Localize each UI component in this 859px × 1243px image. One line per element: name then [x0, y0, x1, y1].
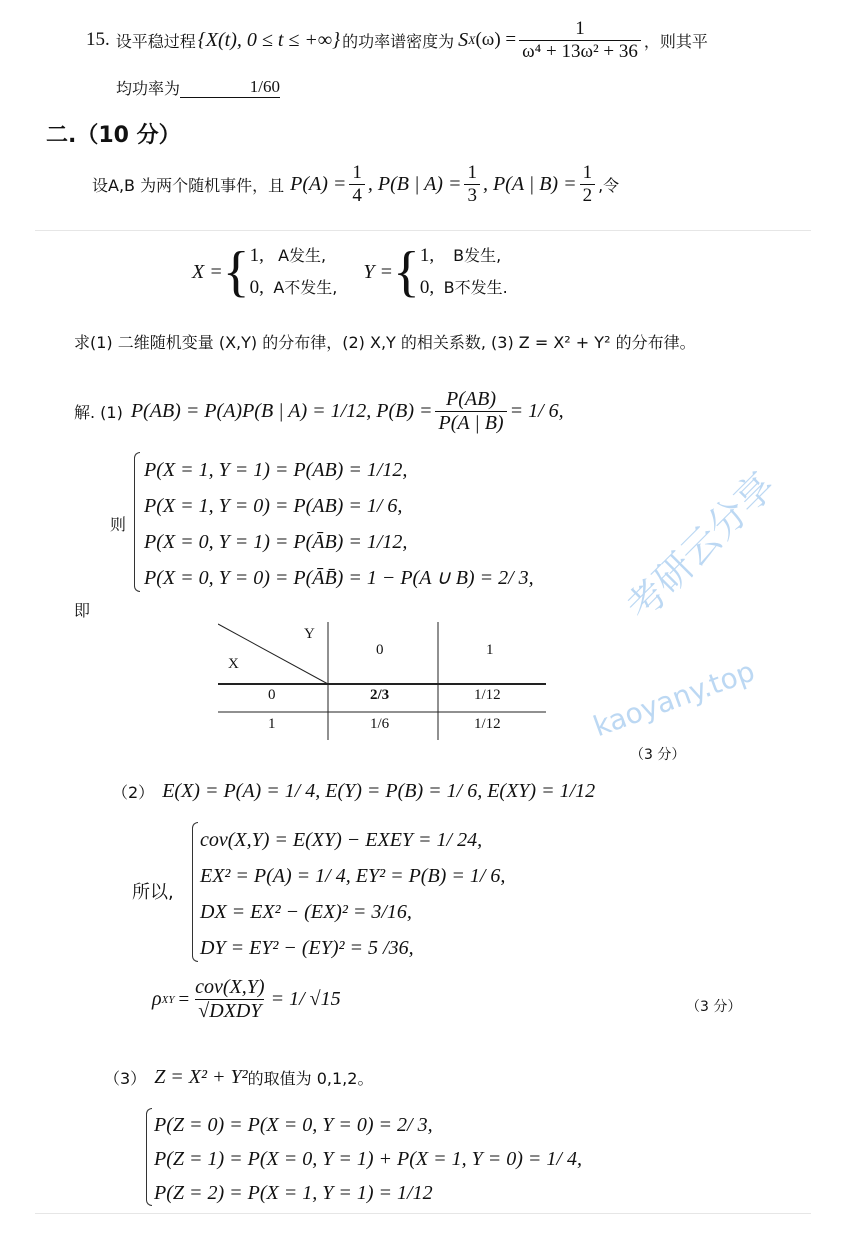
case-text: A发生, — [278, 246, 327, 265]
math: (ω) = — [475, 29, 517, 51]
case-row: P(X = 0, Y = 1) = P(ĀB) = 1/12, — [144, 531, 408, 553]
text: 设平稳过程 — [115, 31, 196, 51]
fraction — [580, 162, 596, 207]
math: = — [178, 988, 190, 1010]
brace: { — [222, 241, 250, 303]
numerator: 1 — [467, 162, 477, 183]
numerator: P(AB) — [446, 388, 497, 410]
numerator: cov(X,Y) — [195, 976, 265, 998]
cell: 1/12 — [474, 716, 501, 732]
fraction — [349, 162, 365, 207]
cell: 1/12 — [474, 687, 501, 703]
text: 的功率谱密度为 — [342, 31, 455, 51]
question-number: 15. — [86, 29, 110, 51]
xy-definitions — [192, 240, 508, 304]
math-sub: X — [468, 32, 476, 47]
case-row: DY = EY² − (EY)² = 5 /36, — [200, 937, 414, 959]
label: 则 — [110, 515, 127, 534]
cell: 1/6 — [370, 716, 390, 732]
case-row: cov(X,Y) = E(XY) − EXEY = 1/ 24, — [200, 829, 483, 851]
math: , P(B | A) = — [367, 172, 462, 195]
math: Z = X² + Y² — [154, 1066, 248, 1088]
solution-1 — [74, 388, 564, 435]
math: {X(t), 0 ≤ t ≤ +∞} — [197, 28, 341, 51]
math: ρ — [152, 988, 162, 1010]
header-x: X — [228, 656, 239, 672]
problem-ask: 求(1) 二维随机变量 (X,Y) 的分布律，(2) X,Y 的相关系数, (3) Z = X² + Y² 的分布律。 — [74, 333, 696, 352]
denominator: 3 — [464, 184, 480, 207]
math: S — [458, 28, 469, 51]
brace — [146, 1108, 152, 1206]
case-row: P(Z = 1) = P(X = 0, Y = 1) + P(X = 1, Y = 0) = 1/ 4, — [154, 1148, 582, 1170]
score-label: （3 分） — [686, 999, 742, 1015]
numerator: 1 — [352, 162, 362, 183]
text: 设A,B 为两个随机事件，且 — [92, 175, 285, 195]
case-text: B发生, — [453, 246, 502, 265]
math: X = — [192, 260, 223, 283]
divider — [35, 1213, 811, 1214]
x-cases — [250, 240, 338, 304]
moment-cases — [200, 822, 505, 966]
denominator: ω⁴ + 13ω² + 36 — [519, 40, 641, 63]
label: （2） — [112, 783, 155, 802]
text: ,令 — [598, 175, 620, 195]
math: , P(A | B) = — [482, 172, 577, 195]
col-header: 1 — [486, 642, 494, 658]
fraction — [435, 388, 506, 435]
case-value: 0, — [419, 277, 435, 298]
label: 解. (1) — [74, 403, 123, 422]
brace — [192, 822, 198, 962]
case-row: P(X = 0, Y = 0) = P(ĀB̄) = 1 − P(A ∪ B) = 2/ 3, — [144, 567, 534, 589]
case-row: P(X = 1, Y = 1) = P(AB) = 1/12, — [144, 459, 408, 481]
y-cases — [420, 240, 508, 304]
case-value: 1, — [249, 245, 264, 266]
math: P(A) = — [290, 172, 347, 195]
math: P(AB) = P(A)P(B | A) = 1/12, P(B) = — [130, 400, 433, 422]
denominator: P(A | B) — [435, 411, 506, 435]
denominator: 2 — [580, 184, 596, 207]
fraction — [192, 976, 267, 1023]
solution-3 — [104, 1066, 373, 1089]
numerator: 1 — [582, 162, 593, 183]
math: = 1/ √15 — [270, 988, 341, 1010]
text: 的取值为 0,1,2。 — [247, 1069, 374, 1088]
text: ，则其平 — [643, 31, 708, 51]
fraction — [519, 18, 641, 63]
header-y: Y — [304, 626, 315, 642]
fraction — [464, 162, 480, 207]
section-title: 二.（10 分） — [46, 123, 181, 148]
row-header: 0 — [268, 687, 276, 703]
divider — [35, 230, 811, 231]
question-15 — [86, 18, 708, 63]
case-row: DX = EX² − (EX)² = 3/16, — [200, 901, 412, 923]
problem-intro — [92, 162, 619, 207]
z-distribution-cases — [154, 1108, 582, 1210]
row-header: 1 — [268, 716, 276, 732]
math: E(X) = P(A) = 1/ 4, E(Y) = P(B) = 1/ 6, E(XY) = 1/12 — [162, 780, 596, 802]
case-row: P(X = 1, Y = 0) = P(AB) = 1/ 6, — [144, 495, 403, 517]
distribution-table — [218, 622, 548, 740]
math: = 1/ 6, — [509, 400, 564, 422]
label: 即 — [74, 601, 91, 620]
watermark-url: kaoyany.top — [588, 654, 759, 744]
brace — [134, 452, 140, 592]
case-value: 1, — [419, 245, 435, 266]
case-row: EX² = P(A) = 1/ 4, EY² = P(B) = 1/ 6, — [200, 865, 506, 887]
numerator: 1 — [575, 18, 585, 39]
cell: 2/3 — [370, 687, 390, 703]
label: 所以, — [132, 882, 174, 903]
case-text: A不发生, — [273, 278, 338, 297]
watermark-chinese: 考研云分享 — [617, 463, 784, 629]
case-row: P(Z = 0) = P(X = 0, Y = 0) = 2/ 3, — [154, 1114, 433, 1136]
col-header: 0 — [376, 642, 384, 658]
brace: { — [393, 241, 420, 303]
solution-2 — [112, 780, 595, 803]
text: 均功率为 — [116, 79, 181, 98]
denominator: √DXDY — [195, 999, 264, 1023]
answer-blank: 1/60 — [180, 77, 280, 98]
joint-distribution-cases — [144, 452, 534, 596]
case-text: B不发生. — [443, 278, 508, 297]
score-label: （3 分） — [630, 747, 686, 763]
label: （3） — [104, 1069, 147, 1088]
math: Y = — [363, 260, 394, 283]
case-row: P(Z = 2) = P(X = 1, Y = 1) = 1/12 — [154, 1182, 433, 1204]
question-15-cont — [116, 76, 280, 99]
correlation-formula — [152, 976, 341, 1023]
case-value: 0, — [249, 277, 264, 298]
math-sub: XY — [161, 993, 175, 1006]
denominator: 4 — [349, 184, 365, 207]
